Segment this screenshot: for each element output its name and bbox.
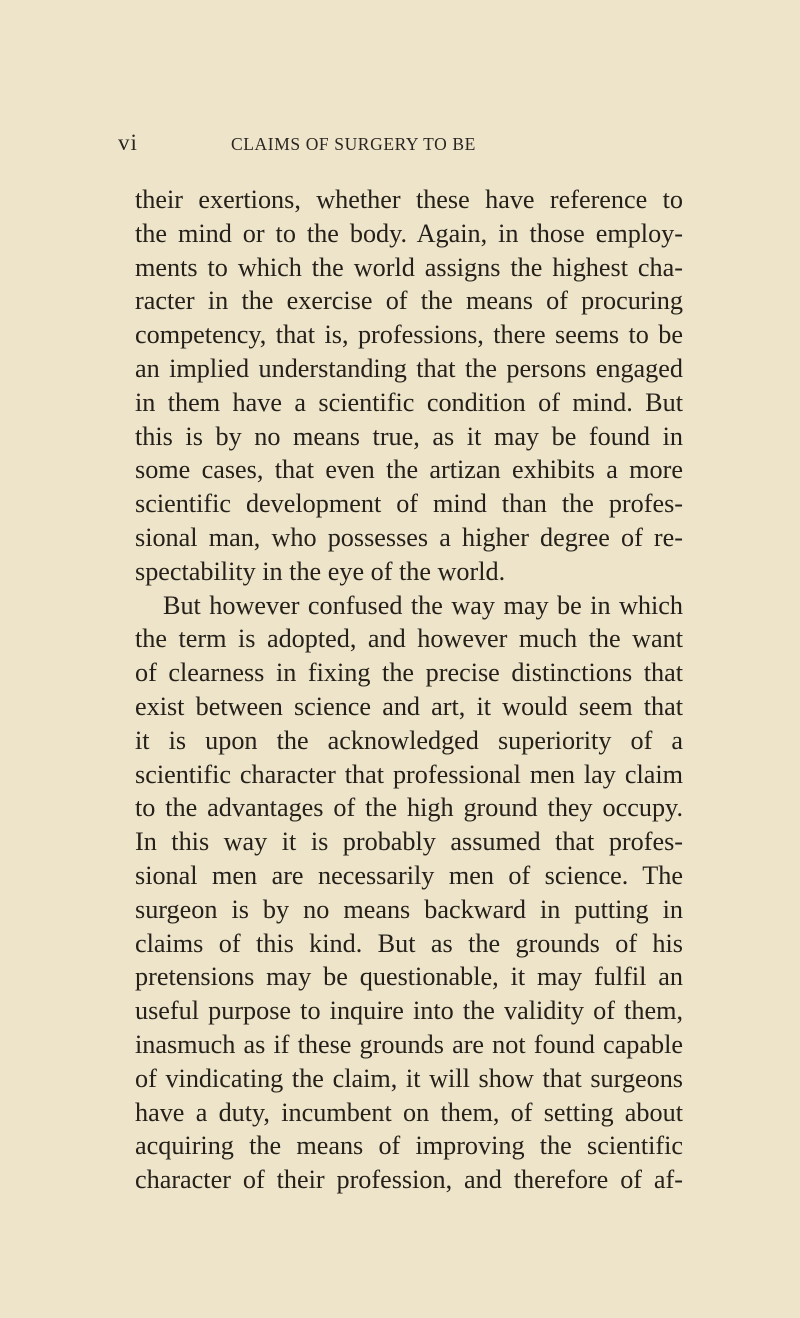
text-line: useful purpose to inquire into the validity of them,	[135, 996, 683, 1026]
text-line: ments to which the world assigns the highest cha-	[135, 252, 683, 282]
text-line: have a duty, incumbent on them, of setting about	[135, 1097, 683, 1127]
text-line: to the advantages of the high ground they occupy.	[135, 793, 683, 823]
body-text	[135, 183, 683, 1197]
text-line: competency, that is, professions, there seems to be	[135, 320, 683, 350]
text-line: scientific development of mind than the profes-	[135, 489, 683, 519]
text-line: exist between science and art, it would seem that	[135, 691, 683, 721]
text-line: racter in the exercise of the means of procuring	[135, 286, 683, 316]
text-line: in them have a scientific condition of mind. But	[135, 387, 683, 417]
text-line: scientific character that professional men lay claim	[135, 759, 683, 789]
text-line: character of their profession, and therefore of af-	[135, 1165, 683, 1195]
text-line: In this way it is probably assumed that profes-	[135, 827, 683, 857]
text-line: But however confused the way may be in which	[163, 590, 683, 620]
text-line: sional men are necessarily men of science. The	[135, 860, 683, 890]
text-line: this is by no means true, as it may be found in	[135, 421, 683, 451]
text-line: some cases, that even the artizan exhibits a more	[135, 455, 683, 485]
running-title: CLAIMS OF SURGERY TO BE	[231, 134, 476, 154]
text-line: claims of this kind. But as the grounds of his	[135, 928, 683, 958]
text-line: an implied understanding that the persons engaged	[135, 353, 683, 383]
text-line: sional man, who possesses a higher degree of re-	[135, 522, 683, 552]
text-line: the term is adopted, and however much the want	[135, 624, 683, 654]
text-line: acquiring the means of improving the scientific	[135, 1131, 683, 1161]
page-number: vi	[118, 130, 138, 155]
text-line: inasmuch as if these grounds are not found capable	[135, 1029, 683, 1059]
page-header	[118, 130, 678, 160]
text-line: of vindicating the claim, it will show that surgeons	[135, 1063, 683, 1093]
text-line: of clearness in fixing the precise distinctions that	[135, 658, 683, 688]
text-line: pretensions may be questionable, it may fulfil an	[135, 962, 683, 992]
text-line: their exertions, whether these have reference to	[135, 185, 683, 214]
text-line: surgeon is by no means backward in putting in	[135, 894, 683, 924]
text-line: the mind or to the body. Again, in those employ-	[135, 218, 683, 248]
text-line: it is upon the acknowledged superiority of a	[135, 725, 683, 755]
text-line: spectability in the eye of the world.	[135, 556, 506, 586]
